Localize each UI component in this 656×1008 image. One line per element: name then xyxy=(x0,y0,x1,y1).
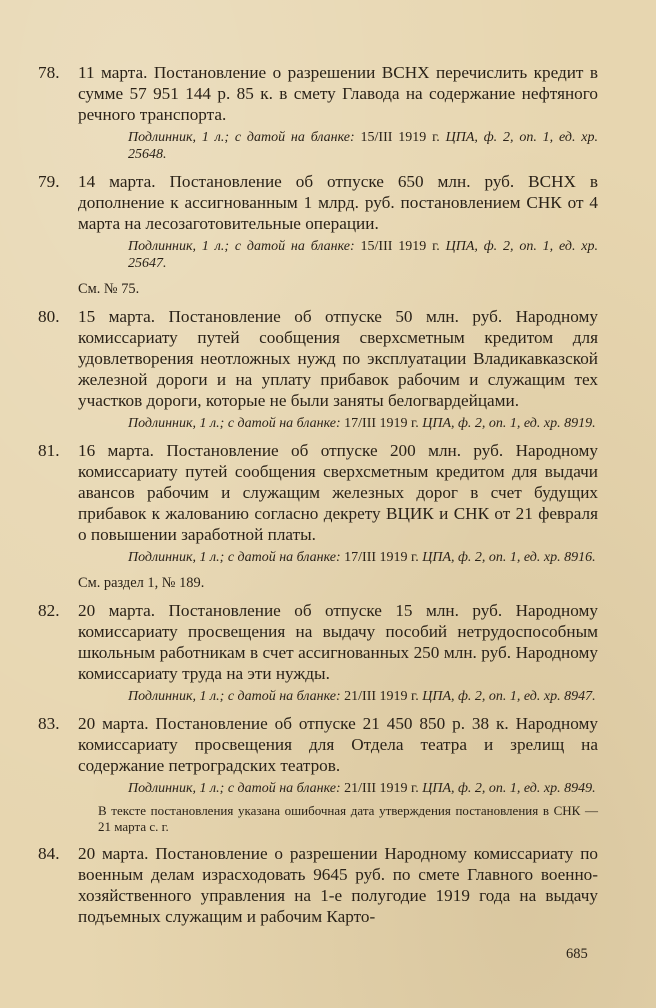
source-reference: Подлинник, 1 л.; с датой на бланке: 15/III 1919 г. ЦПА, ф. 2, оп. 1, ед. хр. 25648. xyxy=(128,130,598,162)
entry-text: 16 марта. Постановление об отпуске 200 млн. руб. Народному комиссариату путей сообщения сверхсметным кредитом для выдачи авансов рабочим и служащим железных дорог в счет будущих прибавок к жалованию согласно декрету ВЦИК и СНК от 21 февраля о повышении заработной платы. xyxy=(78,441,598,544)
entry-79 xyxy=(38,171,598,298)
source-reference: Подлинник, 1 л.; с датой на бланке: 17/III 1919 г. ЦПА, ф. 2, оп. 1, ед. хр. 8916. xyxy=(128,550,596,565)
entry-text: 20 марта. Постановление об отпуске 21 450 850 р. 38 к. Народному комиссариату просвещения для Отдела театра и зрелищ на содержание петроградских театров. xyxy=(78,714,598,775)
see-also-reference: См. № 75. xyxy=(78,281,140,297)
see-also-reference: См. раздел 1, № 189. xyxy=(78,575,205,591)
entry-number: 78. xyxy=(38,63,60,82)
entry-number: 84. xyxy=(38,844,60,863)
entry-number: 79. xyxy=(38,172,60,191)
source-reference: Подлинник, 1 л.; с датой на бланке: 15/III 1919 г. ЦПА, ф. 2, оп. 1, ед. хр. 25647. xyxy=(128,239,598,271)
entry-text: 15 марта. Постановление об отпуске 50 млн. руб. Народному комиссариату путей сообщения сверхсметным кредитом для удовлетворения неотложных нужд по эксплуатации Владикавказской железной дороги и на уплату прибавок рабочим и служащим тех участков дороги, которые не были заняты белогвардейцами. xyxy=(78,307,598,410)
entry-83 xyxy=(38,713,598,835)
entry-78 xyxy=(38,62,598,163)
entry-text: 11 марта. Постановление о разрешении ВСНХ перечислить кредит в сумме 57 951 144 р. 85 к. в смету Главода на содержание нефтяного речного транспорта. xyxy=(78,63,598,124)
editorial-note: В тексте постановления указана ошибочная дата утверждения постановления в СНК — 21 марта с. г. xyxy=(98,803,598,834)
entry-80 xyxy=(38,306,598,432)
entry-number: 82. xyxy=(38,601,60,620)
entry-number: 80. xyxy=(38,307,60,326)
entry-text: 20 марта. Постановление о разрешении Народному комиссариату по военным делам израсходовать 9645 руб. по смете Главного военно-хозяйственного управления на 1-е полугодие 1919 года на выдачу подъемных служащим и рабочим Карто- xyxy=(78,844,598,926)
entry-number: 81. xyxy=(38,441,60,460)
source-reference: Подлинник, 1 л.; с датой на бланке: 17/III 1919 г. ЦПА, ф. 2, оп. 1, ед. хр. 8919. xyxy=(128,416,596,431)
entry-text: 14 марта. Постановление об отпуске 650 млн. руб. ВСНХ в дополнение к ассигнованным 1 млрд. руб. постановлением СНК от 4 марта на лесозаготовительные операции. xyxy=(78,172,598,233)
entry-number: 83. xyxy=(38,714,60,733)
document-page xyxy=(38,62,598,935)
entry-82 xyxy=(38,600,598,705)
entry-81 xyxy=(38,440,598,592)
entry-84 xyxy=(38,843,598,927)
entry-text: 20 марта. Постановление об отпуске 15 млн. руб. Народному комиссариату просвещения на выдачу пособий нетрудоспособным школьным работникам в счет ассигнованных 250 млн. руб. Народному комиссариату труда на эти нужды. xyxy=(78,601,598,683)
source-reference: Подлинник, 1 л.; с датой на бланке: 21/III 1919 г. ЦПА, ф. 2, оп. 1, ед. хр. 8947. xyxy=(128,689,596,704)
source-reference: Подлинник, 1 л.; с датой на бланке: 21/III 1919 г. ЦПА, ф. 2, оп. 1, ед. хр. 8949. xyxy=(128,781,596,796)
page-number: 685 xyxy=(566,946,588,962)
